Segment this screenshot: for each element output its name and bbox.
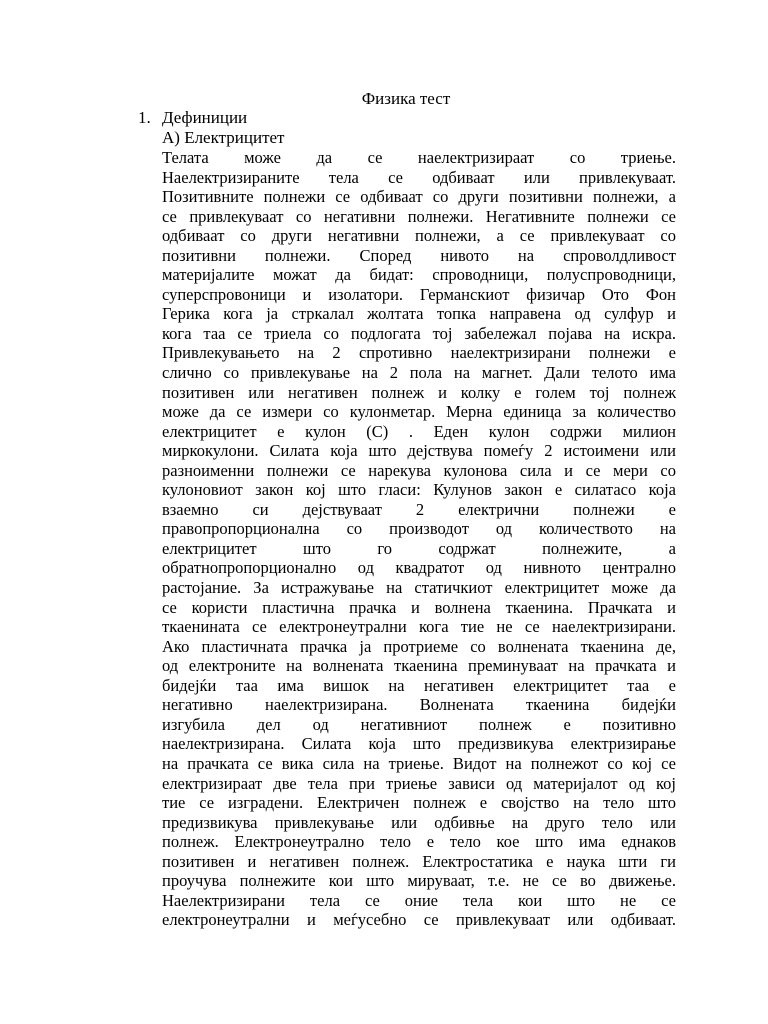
paragraph-line: Герика кога ја стркалал жолтата топка направена од сулфур и xyxy=(162,304,676,324)
paragraph-line: од електроните на волнената ткаенина преминуваат на прачката и xyxy=(162,656,676,676)
paragraph-line: кога таа се триела со подлогата тој забележал појава на искра. xyxy=(162,323,676,343)
paragraph-line: може да се измери со кулонметар. Мерна единица за количество xyxy=(162,402,676,422)
paragraph-line: взаемно си дејствуваат 2 електрични полнежи е xyxy=(162,499,676,519)
paragraph-line: Ако пластичната прачка ја протриеме со волнената ткаенина де, xyxy=(162,636,676,656)
paragraph-line: разноименни полнежи се нарекува кулонова сила и се мери со xyxy=(162,460,676,480)
body-paragraph xyxy=(162,148,676,930)
paragraph-line: се привлекуваат со негативни полнежи. Негативните полнежи се xyxy=(162,206,676,226)
paragraph-line: негативно наелектризирана. Волнената ткаенина бидејќи xyxy=(162,695,676,715)
paragraph-line: растојание. За истражување на статичкиот електрицитет може да xyxy=(162,578,676,598)
paragraph-line: предизвикува привлекување или одбивње на друго тело или xyxy=(162,812,676,832)
subsection-heading: А) Електрицитет xyxy=(162,128,285,147)
paragraph-line: позитивен и негативен полнеж. Електростатика е наука шти ги xyxy=(162,851,676,871)
paragraph-line: кулоновиот закон кој што гласи: Кулунов закон е силатасо која xyxy=(162,480,676,500)
paragraph-line: бидејќи таа има вишок на негативен електрицитет таа е xyxy=(162,675,676,695)
paragraph-line: полнеж. Електронеутрално тело е тело кое што има еднаков xyxy=(162,832,676,852)
list-number: 1. xyxy=(138,108,151,127)
paragraph-line: позитивни полнежи. Според нивото на спроволдливост xyxy=(162,245,676,265)
paragraph-line: слично со привлекување на 2 пола на магнет. Дали телото има xyxy=(162,363,676,383)
paragraph-line: проучува полнежите кои што мируваат, т.е. не се во движење. xyxy=(162,871,676,891)
paragraph-line: материјалите можат да бидат: спроводници, полуспроводници, xyxy=(162,265,676,285)
paragraph-line: позитивен или негативен полнеж и колку е голем тој полнеж xyxy=(162,382,676,402)
paragraph-line: на прачката се вика сила на триење. Видот на полнежот со кој се xyxy=(162,753,676,773)
paragraph-line: Позитивните полнежи се одбиваат со други позитивни полнежи, а xyxy=(162,187,676,207)
paragraph-line: суперспровоници и изолатори. Германскиот физичар Ото Фон xyxy=(162,284,676,304)
paragraph-line: електризираат две тела при триење зависи од материјалот од кој xyxy=(162,773,676,793)
paragraph-line: Наелектризираните тела се одбиваат или привлекуваат. xyxy=(162,167,676,187)
paragraph-line: одбиваат со други негативни полнежи, а се привлекуваат со xyxy=(162,226,676,246)
paragraph-line: изгубила дел од негативниот полнеж е позитивно xyxy=(162,714,676,734)
paragraph-line: Телата може да се наелектризираат со триење. xyxy=(162,148,676,167)
paragraph-line: ткаенината се електронеутрални кога тие не се наелектризирани. xyxy=(162,617,676,637)
section-heading: Дефиниции xyxy=(162,108,248,127)
page-title: Физика тест xyxy=(361,89,451,108)
paragraph-line: електрицитет е кулон (C) . Еден кулон содржи милион xyxy=(162,421,676,441)
paragraph-line: правопропорционална со производот од количеството на xyxy=(162,519,676,539)
paragraph-line: се користи пластична прачка и волнена ткаенина. Прачката и xyxy=(162,597,676,617)
paragraph-line: Привлекувањето на 2 спротивно наелектризирани полнежи е xyxy=(162,343,676,363)
paragraph-line: тие се изградени. Електричен полнеж е својство на тело што xyxy=(162,793,676,813)
paragraph-line: електрицитет што го содржат полнежите, а xyxy=(162,538,676,558)
paragraph-line: Наелектризирани тела се оние тела кои што не се xyxy=(162,890,676,910)
paragraph-line: миркокулони. Силата која што дејствува помеѓу 2 истоимени или xyxy=(162,441,676,461)
paragraph-line: електронеутрални и меѓусебно се привлекуваат или одбиваат. xyxy=(162,910,676,930)
paragraph-line: наелектризирана. Силата која што предизвикува електризирање xyxy=(162,734,676,754)
paragraph-line: обратнопропорционално од квадратот од нивното централно xyxy=(162,558,676,578)
